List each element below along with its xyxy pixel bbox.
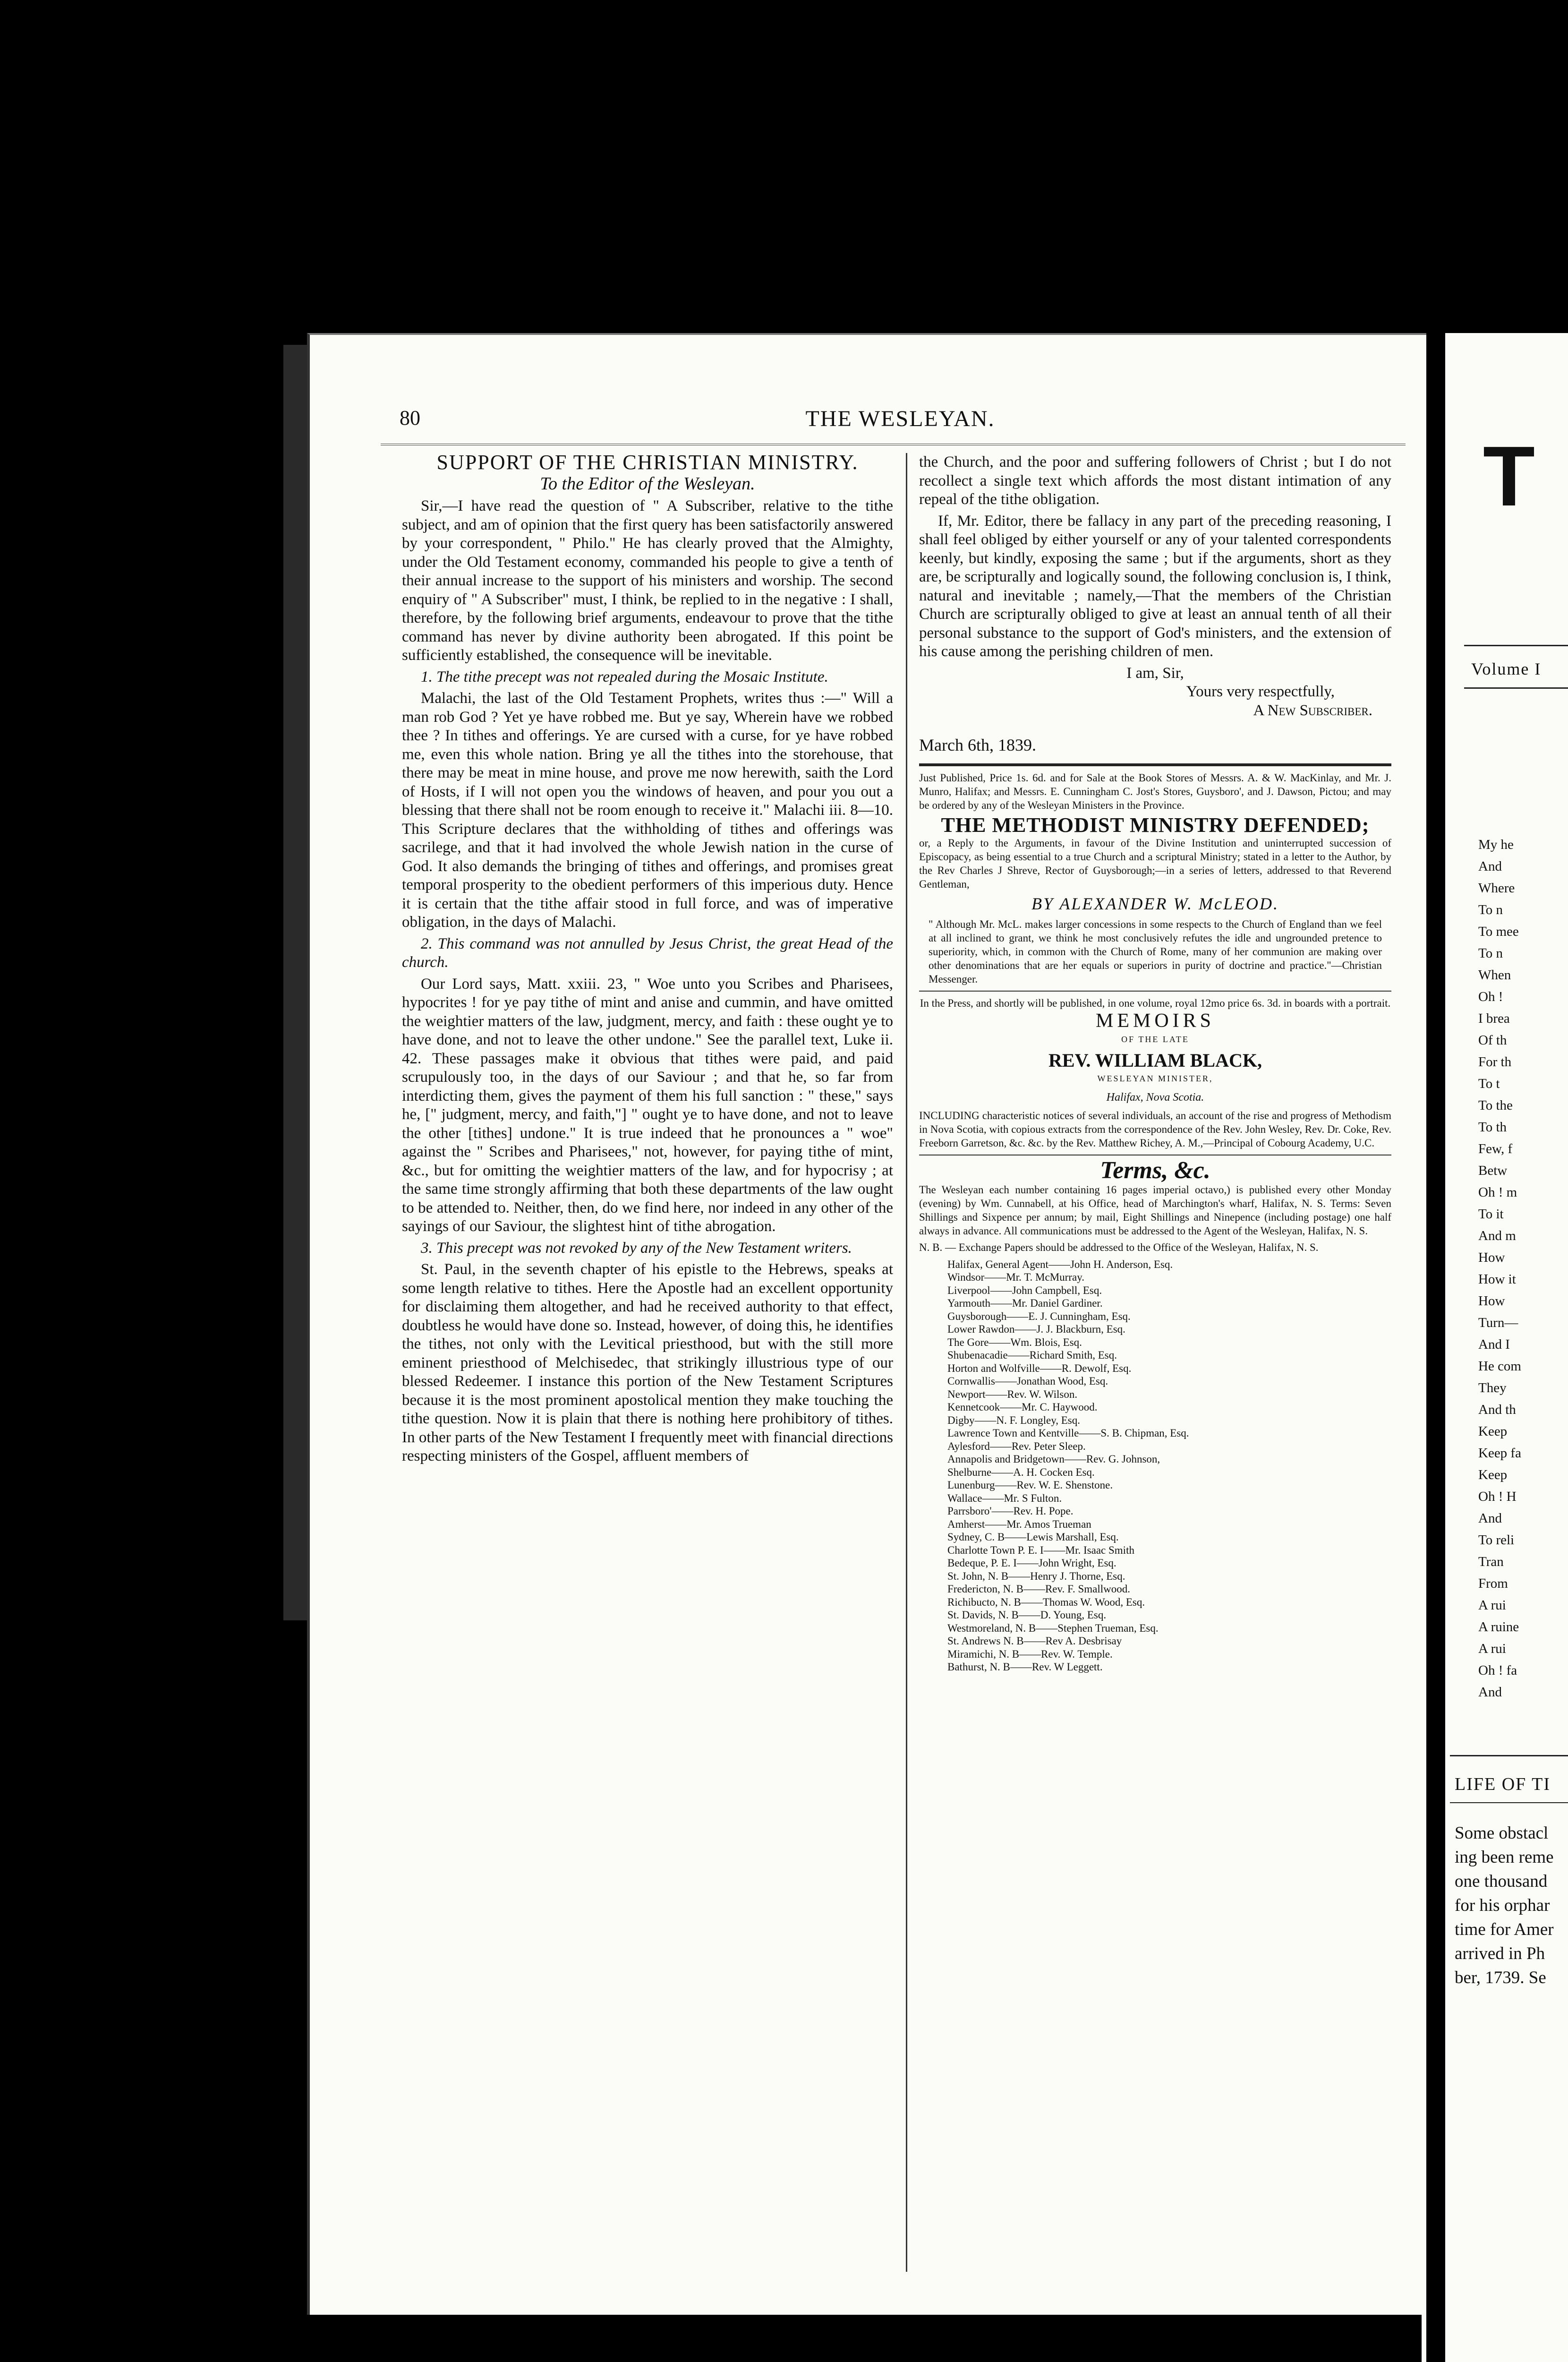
agent-entry: Fredericton, N. B——Rev. F. Smallwood. [947,1583,1131,1595]
article-paragraph: Malachi, the last of the Old Testament Prophets, writes thus :—" Will a man rob God ? Yet ye have robbed me. But ye say, Wherein have we robbed thee ? In tithes and offerings. Ye are cursed with a curse, for ye have robbed me, even this whole nation. Bring ye all the tithes into the storehouse, that there may be meat in mine house, and prove me now herewith, saith the Lord of Hosts, if I will not open you the windows of heaven, and pour you out a blessing that there shall not be room enough to receive it." Malachi iii. 8—10. This Scripture declares that the withholding of tithes and offerings was sacrilege, and that it had involved the whole Jewish nation in the curse of God. It also demands the bringing of tithes and offerings, and promises great temporal prosperity to the obedient performers of this imperious duty. Hence it is certain that the tithe affair stood in full force, and was of imperative obligation, in the days of Malachi. [402,690,893,931]
adjacent-poem-line: To n [1478,902,1503,917]
agent-entry: Amherst——Mr. Amos Trueman [947,1518,1091,1530]
agent-entry: Aylesford——Rev. Peter Sleep. [947,1440,1086,1452]
section-rule [919,763,1391,766]
closing-salutation: I am, Sir, [1126,664,1184,682]
adjacent-text-line: one thousand [1455,1872,1548,1891]
argument-heading: 3. This precept was not revoked by any of the New Testament writers. [421,1239,852,1257]
adjacent-poem-line: And [1478,1511,1502,1526]
page-number: 80 [400,406,420,429]
adjacent-poem-line: Oh ! H [1478,1489,1517,1504]
agent-entry: St. Davids, N. B——D. Young, Esq. [947,1609,1107,1621]
adjacent-poem [1478,834,1521,1703]
agent-entry: Shelburne——A. H. Cocken Esq. [947,1466,1095,1478]
scan-bottom-edge [283,2315,1422,2362]
agent-entry: Richibucto, N. B——Thomas W. Wood, Esq. [947,1596,1145,1608]
argument-heading: 1. The tithe precept was not repealed during the Mosaic Institute. [421,668,828,685]
memoirs-of-the-late: OF THE LATE [1121,1035,1189,1044]
agent-entry: Bedeque, P. E. I——John Wright, Esq. [947,1557,1116,1569]
adjacent-poem-line: Oh ! [1478,989,1503,1004]
adjacent-poem-line: Keep [1478,1467,1508,1482]
terms-heading: Terms, &c. [1100,1157,1210,1184]
adjacent-poem-line: Oh ! fa [1478,1663,1517,1678]
terms-note: N. B. — Exchange Papers should be addressed to the Office of the Wesleyan, Halifax, N. S. [919,1241,1319,1253]
agent-entry: Cornwallis——Jonathan Wood, Esq. [947,1375,1108,1387]
article-paragraph: St. Paul, in the seventh chapter of his epistle to the Hebrews, speaks at some length relative to tithes. Here the Apostle had an excellent opportunity for disclaiming them altogether, and had he received authority to that effect, doubtless he would have done so. Instead, however, of doing this, he identifies the tithes, not only with the Levitical priesthood, but with the still more eminent priesthood of Melchisedec, that strikingly illustrious type of our blessed Redeemer. I instance this portion of the New Testament Scriptures because it is the most prominent apostolical mention they make touching the tithe question. Now it is plain that there is nothing here prohibitory of tithes. In other parts of the New Testament I frequently meet with financial directions respecting ministers of the Gospel, affluent members of [402,1261,893,1464]
adjacent-poem-line: To th [1478,1120,1507,1135]
agent-entry: Wallace——Mr. S Fulton. [947,1492,1062,1504]
agents-list [919,1258,1391,1674]
adjacent-rule [1450,1802,1568,1803]
adjacent-poem-line: And I [1478,1337,1510,1352]
memoirs-role: WESLEYAN MINISTER, [1097,1074,1213,1083]
memoirs-name: REV. WILLIAM BLACK, [1048,1049,1262,1071]
adjacent-poem-line: And th [1478,1402,1516,1417]
adjacent-rule [1450,1755,1568,1756]
right-column [919,453,1391,1674]
adjacent-poem-line: To reli [1478,1532,1515,1548]
adjacent-page [1445,333,1568,2362]
article-paragraph: the Church, and the poor and suffering followers of Christ ; but I do not recollect a single text which affords the most distant intimation of any repeal of the tithe obligation. [919,454,1391,508]
article-paragraph: Sir,—I have read the question of " A Subscriber, relative to the tithe subject, and am of opinion that the first query has been satisfactorily answered by your correspondent, " Philo." He has clearly proved that the Almighty, under the Old Testament economy, commanded his people to give a tenth of their annual increase to the support of his ministers and worship. The second enquiry of " A Subscriber" must, I think, be replied to in the negative : I shall, therefore, by the following brief arguments, endeavour to prove that the tithe command has never by divine authority been abrogated. If this point be sufficiently established, the consequence will be inevitable. [402,497,893,664]
agent-entry: Digby——N. F. Longley, Esq. [947,1414,1080,1426]
adjacent-text-line: Some obstacl [1455,1823,1549,1843]
adjacent-poem-line: A rui [1478,1598,1506,1613]
page-gutter [1426,333,1445,2362]
running-head: THE WESLEYAN. [805,406,995,431]
adjacent-poem-line: They [1478,1380,1507,1395]
adjacent-poem-line: I brea [1478,1011,1510,1026]
ad-quote: " Although Mr. McL. makes larger concessions in some respects to the Church of England than we feel at all inclined to grant, we think he most conclusively refutes the idle and ungrounded pretence to superiority, which, in common with the Church of Rome, many of her communion are making over other denominations that are her equals or superiors in purity of doctrine and practice."—Christian Messenger. [929,918,1382,985]
adjacent-poem-line: How [1478,1250,1505,1265]
adjacent-poem-line: And m [1478,1228,1516,1243]
agent-entry: Westmoreland, N. B——Stephen Trueman, Esq. [947,1622,1159,1634]
agent-entry: Annapolis and Bridgetown——Rev. G. Johnson, [947,1453,1160,1465]
agent-entry: Yarmouth——Mr. Daniel Gardiner. [947,1297,1103,1309]
adjacent-poem-line: Oh ! m [1478,1185,1517,1200]
agent-entry: Bathurst, N. B——Rev. W Leggett. [947,1661,1103,1673]
memoirs-place: Halifax, Nova Scotia. [1106,1091,1204,1104]
signature: A New Subscriber. [1253,702,1372,719]
adjacent-rule [1464,645,1568,646]
adjacent-poem-line: For th [1478,1054,1512,1070]
ad-intro: Just Published, Price 1s. 6d. and for Sale at the Book Stores of Messrs. A. & W. MacKinlay, and Mr. J. Munro, Halifax; and Messrs. E. Cunningham C. Jost's Stores, Guysboro', and J. Dawson, Pictou; and may be ordered by any of the Wesleyan Ministers in the Province. [919,771,1391,811]
section-rule [919,991,1391,992]
article-subtitle: To the Editor of the Wesleyan. [540,473,755,494]
agent-entry: Kennetcook——Mr. C. Haywood. [947,1401,1098,1413]
article-title: SUPPORT OF THE CHRISTIAN MINISTRY. [436,451,859,474]
article-paragraph: If, Mr. Editor, there be fallacy in any part of the preceding reasoning, I shall feel obliged by either yourself or any of your talented correspondents keenly, but kindly, exposing the same ; but if the arguments, short as they are, be scripturally and logically sound, the following conclusion is, I think, natural and inevitable ; namely,—That the members of the Christian Church are scripturally obliged to give at least an annual tenth of all their personal substance to the support of God's ministers, and the extension of his cause among the perishing children of men. [919,512,1391,660]
memoirs-intro: In the Press, and shortly will be published, in one volume, royal 12mo price 6s. 3d. in boards with a portrait. [920,997,1391,1009]
adjacent-poem-line: Of th [1478,1033,1507,1048]
adjacent-poem-line: How it [1478,1272,1516,1287]
adjacent-text-line: time for Amer [1455,1920,1554,1939]
argument-heading: 2. This command was not annulled by Jesus Christ, the great Head of the church. [402,935,893,971]
adjacent-poem-line: When [1478,967,1511,983]
adjacent-poem-line: Tran [1478,1554,1504,1569]
adjacent-poem-line: He com [1478,1359,1521,1374]
agent-entry: St. Andrews N. B——Rev A. Desbrisay [947,1635,1122,1647]
adjacent-poem-line: Keep fa [1478,1446,1521,1461]
agent-entry: St. John, N. B——Henry J. Thorne, Esq. [947,1570,1125,1582]
newspaper-page [307,333,1429,2362]
agent-entry: Sydney, C. B——Lewis Marshall, Esq. [947,1531,1119,1543]
adjacent-poem-line: To t [1478,1076,1500,1091]
adjacent-masthead-letter: T [1483,429,1535,524]
header-rule [381,444,1406,445]
terms-body: The Wesleyan each number containing 16 pages imperial octavo,) is published every other Monday (evening) by Wm. Cunnabell, at his Office, head of Marchington's wharf, Halifax, N. S. Terms: Seven Shillings and Sixpence per annum; by mail, Eight Shillings and Ninepence (including postage) one half always in advance. All communications must be addressed to the Agent of the Wesleyan, Halifax, N. S. [919,1183,1391,1237]
adjacent-poem-line: To the [1478,1098,1513,1113]
adjacent-text-line: arrived in Ph [1455,1944,1545,1963]
memoirs-title: MEMOIRS [1095,1010,1215,1032]
letter-date: March 6th, 1839. [919,736,1036,754]
agent-entry: Charlotte Town P. E. I——Mr. Isaac Smith [947,1544,1134,1556]
ad-author: BY ALEXANDER W. McLEOD. [1031,894,1279,913]
adjacent-text-line: ber, 1739. Se [1455,1968,1546,1987]
agent-entry: Liverpool——John Campbell, Esq. [947,1284,1102,1296]
adjacent-life-text [1455,1821,1554,1990]
agent-entry: Lower Rawdon——J. J. Blackburn, Esq. [947,1323,1125,1335]
agent-entry: Lawrence Town and Kentville——S. B. Chipman, Esq. [947,1427,1189,1439]
adjacent-text-line: ing been reme [1455,1848,1554,1867]
adjacent-volume: Volume I [1471,659,1542,678]
adjacent-poem-line: Betw [1478,1163,1508,1178]
agent-entry: Newport——Rev. W. Wilson. [947,1388,1078,1400]
memoirs-body: INCLUDING characteristic notices of several individuals, an account of the rise and progress of Methodism in Nova Scotia, with copious extracts from the correspondence of the Rev. John Wesley, Rev. Dr. Coke, Rev. Freeborn Garretson, &c. &c. by the Rev. Matthew Richey, A. M.,—Principal of Cobourg Academy, U.C. [919,1110,1391,1149]
adjacent-text-line: for his orphar [1455,1896,1550,1915]
adjacent-poem-line: How [1478,1293,1505,1309]
page-header [400,406,1401,434]
adjacent-poem-line: To it [1478,1207,1504,1222]
ad-body: or, a Reply to the Arguments, in favour of the Divine Institution and uninterrupted succession of Episcopacy, as being essential to a true Church and a scriptural Ministry; stated in a letter to the Author, by the Rev Charles J Shreve, Rector of Guysborough;—in a series of letters, addressed to that Reverend Gentleman, [919,837,1391,890]
agent-entry: Horton and Wolfville——R. Dewolf, Esq. [947,1362,1132,1374]
adjacent-poem-line: My he [1478,837,1514,852]
adjacent-poem-line: And [1478,859,1502,874]
agent-entry: Shubenacadie——Richard Smith, Esq. [947,1349,1117,1361]
agent-entry: Lunenburg——Rev. W. E. Shenstone. [947,1479,1113,1491]
adjacent-poem-line: To n [1478,946,1503,961]
agent-entry: Guysborough——E. J. Cunningham, Esq. [947,1310,1131,1322]
adjacent-life-heading: LIFE OF TI [1455,1774,1551,1794]
adjacent-poem-line: A rui [1478,1641,1506,1656]
adjacent-poem-line: And [1478,1685,1502,1700]
adjacent-poem-line: Turn— [1478,1315,1518,1330]
closing-regards: Yours very respectfully, [1186,683,1335,700]
adjacent-poem-line: Keep [1478,1424,1508,1439]
agent-entry: Windsor——Mr. T. McMurray. [947,1271,1084,1283]
column-divider [906,453,907,2272]
adjacent-poem-line: Where [1478,881,1515,896]
agent-entry: Miramichi, N. B——Rev. W. Temple. [947,1648,1113,1660]
adjacent-rule [1464,687,1568,689]
adjacent-poem-line: From [1478,1576,1508,1591]
left-column [402,453,893,1469]
adjacent-poem-line: Few, f [1478,1141,1513,1156]
ad-heading: THE METHODIST MINISTRY DEFENDED; [941,813,1370,837]
agent-entry: The Gore——Wm. Blois, Esq. [947,1336,1082,1348]
adjacent-poem-line: A ruine [1478,1619,1519,1635]
agent-entry: Halifax, General Agent——John H. Anderson, Esq. [947,1258,1173,1270]
adjacent-poem-line: To mee [1478,924,1519,939]
article-paragraph: Our Lord says, Matt. xxiii. 23, " Woe unto you Scribes and Pharisees, hypocrites ! for ye pay tithe of mint and anise and cummin, and have omitted the weightier matters of the law, judgment, mercy, and faith : these ought ye to have done, and not to leave the other undone." See the parallel text, Luke ii. 42. These passages make it obvious that tithes were paid, and paid scrupulously too, in the days of our Saviour ; and that he, so far from interdicting them, gives the payment of them his full sanction : " these," says he, [" judgment, mercy, and faith,"] " ought ye to have done, and not to leave the other [tithes] undone." It is true indeed that he pronounces a " woe" against the " Scribes and Pharisees," not, however, for paying tithe of mint, &c., but for omitting the weightier matters of the law, and for hypocrisy ; at the same time strongly affirming that both these departments of the law ought to be attended to. Neither, then, do we find here, nor indeed in any other of the sayings of our Saviour, the slightest hint of tithe abrogation. [402,975,893,1235]
agent-entry: Parrsboro'——Rev. H. Pope. [947,1505,1074,1517]
